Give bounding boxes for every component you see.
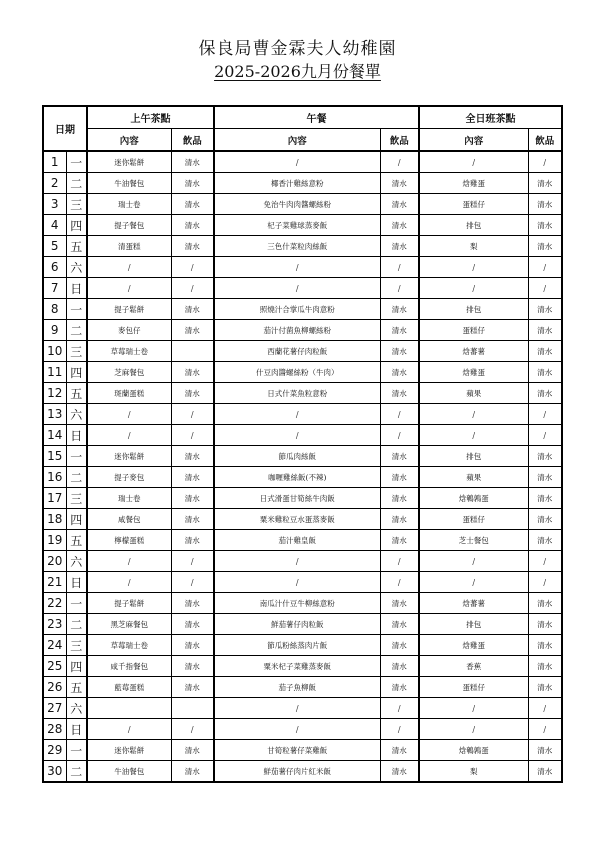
menu-row [43,593,562,614]
am-snack-item: / [87,551,171,572]
day-number: 25 [43,656,66,677]
menu-row [43,551,562,572]
lunch-drink: 清水 [380,635,419,656]
lunch-drink: 清水 [380,656,419,677]
am-drink: 清水 [171,740,214,761]
pm-drink: 清水 [528,530,562,551]
pm-snack-item: / [419,278,528,299]
am-snack-item: 咸千指餐包 [87,656,171,677]
am-snack-item: / [87,425,171,446]
pm-snack-item: 蛋糕仔 [419,320,528,341]
pm-snack-item: 焓雞蛋 [419,362,528,383]
pm-drink: 清水 [528,320,562,341]
weekday: 三 [66,488,87,509]
am-drink: 清水 [171,509,214,530]
lunch-drink: 清水 [380,677,419,698]
am-drink: 清水 [171,320,214,341]
lunch-item: 茄汁付菌魚柳螺絲粉 [214,320,380,341]
day-number: 16 [43,467,66,488]
day-number: 19 [43,530,66,551]
menu-row [43,341,562,362]
pm-drink: / [528,257,562,278]
lunch-drink: 清水 [380,446,419,467]
day-number: 28 [43,719,66,740]
menu-row [43,740,562,761]
am-snack-item: 迷你鬆餅 [87,151,171,173]
pm-snack-item: 焓鵪鶉蛋 [419,740,528,761]
day-number: 27 [43,698,66,719]
menu-row [43,572,562,593]
lunch-drink: / [380,551,419,572]
pm-content-header: 內容 [419,129,528,152]
am-drink: 清水 [171,614,214,635]
day-number: 7 [43,278,66,299]
menu-row [43,320,562,341]
am-drink: 清水 [171,173,214,194]
pm-drink: 清水 [528,467,562,488]
weekday: 二 [66,173,87,194]
pm-drink: / [528,278,562,299]
pm-drink: 清水 [528,509,562,530]
lunch-item: 茄子魚柳飯 [214,677,380,698]
menu-title [0,59,595,82]
menu-row [43,425,562,446]
pm-drink: 清水 [528,446,562,467]
day-number: 18 [43,509,66,530]
menu-row [43,404,562,425]
am-drink-header: 飲品 [171,129,214,152]
lunch-drink: 清水 [380,362,419,383]
pm-snack-item: 芝士餐包 [419,530,528,551]
weekday: 二 [66,614,87,635]
am-snack-item: 迷你鬆餅 [87,740,171,761]
pm-snack-item: 蛋糕仔 [419,194,528,215]
lunch-item: 南瓜汁什豆牛柳絲意粉 [214,593,380,614]
weekday: 三 [66,341,87,362]
day-number: 6 [43,257,66,278]
am-snack-item: / [87,719,171,740]
pm-snack-item: / [419,551,528,572]
pm-snack-item: / [419,698,528,719]
school-name: 保良局曹金霖夫人幼稚園 [198,39,397,59]
weekday: 日 [66,278,87,299]
weekday: 一 [66,446,87,467]
menu-row [43,509,562,530]
day-number: 2 [43,173,66,194]
lunch-drink: 清水 [380,320,419,341]
am-snack-item [87,698,171,719]
pm-snack-item: 焓雞蛋 [419,173,528,194]
pm-drink: 清水 [528,656,562,677]
lunch-item: 日式滑蛋甘筍絲牛肉飯 [214,488,380,509]
day-number: 8 [43,299,66,320]
lunch-item: 粟米杞子菜雞蒸麥飯 [214,656,380,677]
day-number: 4 [43,215,66,236]
lunch-item: / [214,572,380,593]
am-snack-item: 斑蘭蛋糕 [87,383,171,404]
pm-snack-item: 焓鵪鶉蛋 [419,488,528,509]
menu-row [43,677,562,698]
weekday: 六 [66,404,87,425]
day-number: 10 [43,341,66,362]
pm-drink: 清水 [528,362,562,383]
weekday: 六 [66,698,87,719]
lunch-drink: / [380,257,419,278]
lunch-item: 節瓜粉絲蒸肉片飯 [214,635,380,656]
weekday: 四 [66,509,87,530]
weekday: 五 [66,530,87,551]
am-drink: 清水 [171,635,214,656]
am-snack-item: 芝麻餐包 [87,362,171,383]
menu-row [43,656,562,677]
lunch-drink: 清水 [380,173,419,194]
am-drink: 清水 [171,677,214,698]
menu-row [43,215,562,236]
menu-row [43,173,562,194]
am-drink: 清水 [171,215,214,236]
am-drink: / [171,425,214,446]
day-number: 9 [43,320,66,341]
weekday: 四 [66,362,87,383]
menu-row [43,446,562,467]
am-snack-item: 檸檬蛋糕 [87,530,171,551]
day-number: 23 [43,614,66,635]
weekday: 二 [66,467,87,488]
pm-snack-item: 梨 [419,761,528,783]
am-drink: 清水 [171,761,214,783]
day-number: 24 [43,635,66,656]
pm-snack-item: 蛋糕仔 [419,509,528,530]
am-snack-item: 迷你鬆餅 [87,446,171,467]
lunch-drink: / [380,404,419,425]
pm-drink: 清水 [528,383,562,404]
am-snack-item: 黑芝麻餐包 [87,614,171,635]
lunch-drink: / [380,278,419,299]
pm-drink: 清水 [528,740,562,761]
pm-drink: 清水 [528,173,562,194]
menu-row [43,257,562,278]
am-drink: 清水 [171,446,214,467]
lunch-drink: 清水 [380,740,419,761]
day-number: 14 [43,425,66,446]
lunch-drink: 清水 [380,467,419,488]
menu-row [43,488,562,509]
pm-drink: 清水 [528,194,562,215]
menu-table [42,105,563,783]
menu-row [43,151,562,173]
am-snack-item: 牛油餐包 [87,173,171,194]
lunch-drink: / [380,151,419,173]
menu-row [43,194,562,215]
menu-row [43,236,562,257]
pm-snack-item: / [419,719,528,740]
pm-drink: 清水 [528,614,562,635]
pm-drink: 清水 [528,236,562,257]
lunch-item: 茄汁雞皇飯 [214,530,380,551]
menu-row [43,698,562,719]
lunch-item: 什豆肉醬螺絲粉（牛肉） [214,362,380,383]
weekday: 一 [66,740,87,761]
lunch-item: / [214,719,380,740]
lunch-header: 午餐 [214,106,419,129]
lunch-drink: 清水 [380,761,419,783]
am-content-header: 內容 [87,129,171,152]
lunch-drink: 清水 [380,215,419,236]
weekday: 四 [66,656,87,677]
pm-drink: 清水 [528,299,562,320]
am-snack-item: 提子麥包 [87,467,171,488]
weekday: 日 [66,572,87,593]
pm-drink: 清水 [528,488,562,509]
weekday: 六 [66,257,87,278]
am-snack-item: / [87,257,171,278]
weekday: 日 [66,719,87,740]
pm-drink: 清水 [528,635,562,656]
day-number: 30 [43,761,66,783]
menu-row [43,278,562,299]
am-drink: / [171,551,214,572]
am-drink: 清水 [171,488,214,509]
pm-drink: / [528,719,562,740]
am-snack-item: 麥包仔 [87,320,171,341]
pm-drink: 清水 [528,341,562,362]
pm-drink: 清水 [528,677,562,698]
day-number: 1 [43,151,66,173]
day-number: 15 [43,446,66,467]
pm-snack-item: 排包 [419,215,528,236]
am-drink [171,698,214,719]
day-number: 20 [43,551,66,572]
lunch-item: 椰香汁雞絲意粉 [214,173,380,194]
weekday: 二 [66,320,87,341]
am-snack-header: 上午茶點 [87,106,214,129]
am-snack-item: 咸餐包 [87,509,171,530]
pm-snack-item: 焓雞蛋 [419,635,528,656]
pm-snack-header: 全日班茶點 [419,106,562,129]
am-snack-item: 草莓瑞士卷 [87,341,171,362]
lunch-drink: / [380,425,419,446]
day-number: 5 [43,236,66,257]
lunch-item: 照燒汁合掌瓜牛肉意粉 [214,299,380,320]
am-snack-item: 瑞士卷 [87,194,171,215]
am-drink: 清水 [171,593,214,614]
am-drink: 清水 [171,383,214,404]
am-snack-item: / [87,572,171,593]
am-snack-item: 牛油餐包 [87,761,171,783]
lunch-item: / [214,278,380,299]
weekday: 五 [66,677,87,698]
pm-drink: / [528,425,562,446]
menu-row [43,530,562,551]
am-drink: 清水 [171,530,214,551]
weekday: 一 [66,151,87,173]
weekday: 四 [66,215,87,236]
weekday: 一 [66,299,87,320]
lunch-item: 粟米雞粒豆水蛋蒸麥飯 [214,509,380,530]
day-number: 13 [43,404,66,425]
am-snack-item: / [87,404,171,425]
pm-snack-item: 蘋果 [419,383,528,404]
lunch-drink: 清水 [380,593,419,614]
am-drink: / [171,572,214,593]
lunch-item: 甘筍粒薯仔菜雞飯 [214,740,380,761]
lunch-drink: 清水 [380,236,419,257]
am-snack-item: 清蛋糕 [87,236,171,257]
menu-body [43,151,562,782]
weekday: 三 [66,635,87,656]
menu-row [43,719,562,740]
lunch-drink: 清水 [380,383,419,404]
lunch-item: 日式什菜魚粒意粉 [214,383,380,404]
day-number: 29 [43,740,66,761]
am-drink: 清水 [171,299,214,320]
am-drink: / [171,404,214,425]
lunch-item: / [214,551,380,572]
menu-row [43,362,562,383]
am-snack-item: 提子鬆餅 [87,593,171,614]
menu-row [43,635,562,656]
pm-snack-item: / [419,425,528,446]
pm-snack-item: 排包 [419,446,528,467]
lunch-drink: 清水 [380,488,419,509]
lunch-item: / [214,698,380,719]
day-number: 22 [43,593,66,614]
pm-drink: / [528,551,562,572]
pm-snack-item: / [419,151,528,173]
lunch-drink: / [380,698,419,719]
lunch-drink: 清水 [380,614,419,635]
day-number: 17 [43,488,66,509]
pm-snack-item: 香蕉 [419,656,528,677]
am-drink: 清水 [171,656,214,677]
lunch-item: / [214,425,380,446]
day-number: 21 [43,572,66,593]
weekday: 三 [66,194,87,215]
am-snack-item: / [87,278,171,299]
am-snack-item: 草莓瑞士卷 [87,635,171,656]
pm-snack-item: / [419,257,528,278]
weekday: 六 [66,551,87,572]
menu-row [43,467,562,488]
pm-drink: / [528,151,562,173]
lunch-item: 三色什菜粒肉絲飯 [214,236,380,257]
lunch-drink-header: 飲品 [380,129,419,152]
lunch-item: 節瓜肉絲飯 [214,446,380,467]
lunch-drink: 清水 [380,194,419,215]
am-drink: 清水 [171,236,214,257]
lunch-drink: 清水 [380,299,419,320]
pm-snack-item: 焓蕃薯 [419,593,528,614]
weekday: 日 [66,425,87,446]
pm-drink-header: 飲品 [528,129,562,152]
lunch-item: 西蘭花薯仔肉粒飯 [214,341,380,362]
lunch-item: 杞子菜雞球蒸麥飯 [214,215,380,236]
weekday: 二 [66,761,87,783]
pm-snack-item: 蛋糕仔 [419,677,528,698]
lunch-drink: 清水 [380,530,419,551]
am-drink: / [171,719,214,740]
am-snack-item: 提子餐包 [87,215,171,236]
menu-row [43,761,562,783]
lunch-item: / [214,404,380,425]
am-snack-item: 提子鬆餅 [87,299,171,320]
lunch-item: 咖喱雞絲飯(不辣) [214,467,380,488]
pm-snack-item: / [419,404,528,425]
pm-snack-item: / [419,572,528,593]
am-drink: 清水 [171,194,214,215]
pm-drink: / [528,572,562,593]
menu-row [43,299,562,320]
lunch-drink: / [380,572,419,593]
menu-row [43,383,562,404]
day-number: 11 [43,362,66,383]
am-drink [171,341,214,362]
lunch-item: 免治牛肉肉醬螺絲粉 [214,194,380,215]
am-drink: / [171,278,214,299]
pm-snack-item: 梨 [419,236,528,257]
lunch-item: 鮮茄薯仔肉粒飯 [214,614,380,635]
am-drink: 清水 [171,151,214,173]
lunch-item: 鮮茄薯仔肉片紅米飯 [214,761,380,783]
lunch-item: / [214,151,380,173]
pm-drink: 清水 [528,761,562,783]
pm-snack-item: 排包 [419,299,528,320]
lunch-drink: 清水 [380,509,419,530]
pm-snack-item: 焓蕃薯 [419,341,528,362]
pm-snack-item: 排包 [419,614,528,635]
am-drink: 清水 [171,467,214,488]
am-drink: / [171,257,214,278]
menu-row [43,614,562,635]
lunch-content-header: 內容 [214,129,380,152]
day-number: 12 [43,383,66,404]
am-snack-item: 瑞士卷 [87,488,171,509]
day-number: 3 [43,194,66,215]
am-drink: 清水 [171,362,214,383]
pm-drink: 清水 [528,215,562,236]
weekday: 五 [66,383,87,404]
day-number: 26 [43,677,66,698]
pm-snack-item: 蘋果 [419,467,528,488]
pm-drink: / [528,698,562,719]
pm-drink: 清水 [528,593,562,614]
menu-title-text: 2025-2026九月份餐單 [214,62,381,81]
weekday: 五 [66,236,87,257]
am-snack-item: 藍莓蛋糕 [87,677,171,698]
lunch-drink: / [380,719,419,740]
pm-drink: / [528,404,562,425]
weekday: 一 [66,593,87,614]
lunch-item: / [214,257,380,278]
lunch-drink: 清水 [380,341,419,362]
date-header: 日期 [43,106,87,151]
